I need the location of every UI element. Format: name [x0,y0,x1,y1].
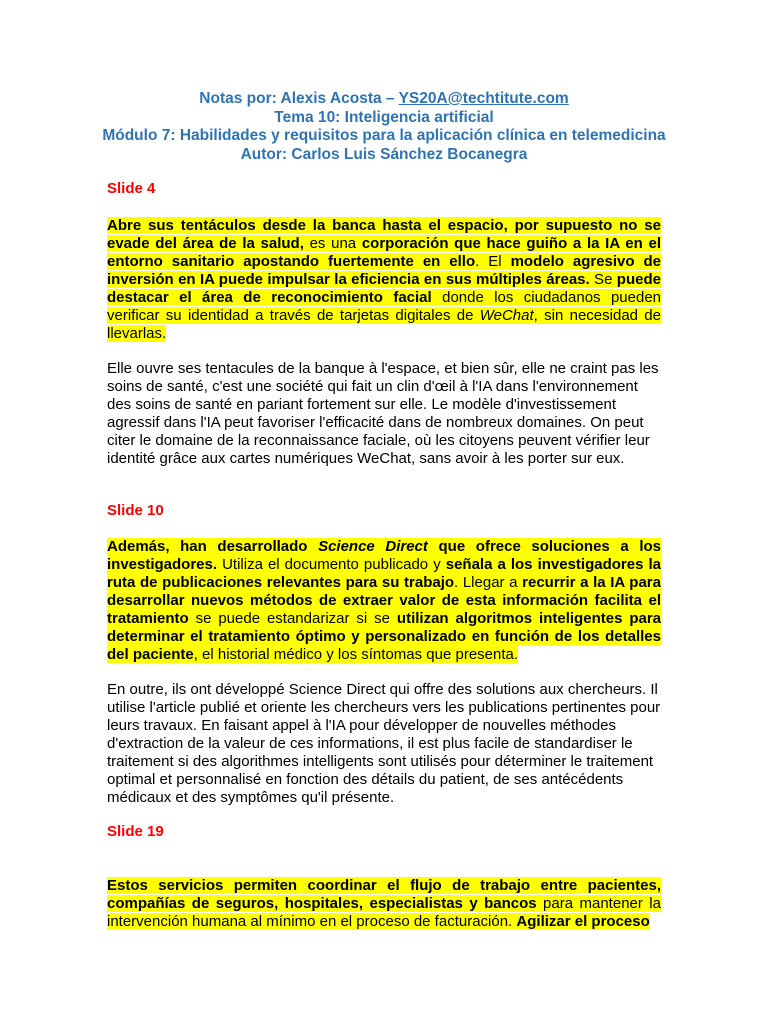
highlighted-bold-text: Estos servicios permiten coordinar el flujo de trabajo entre pacientes, compañías de seguros, hospitales, especialistas y bancos [107,877,661,912]
french-paragraph: En outre, ils ont développé Science Direct qui offre des solutions aux chercheurs. Il utilise l'article publié et oriente les chercheurs vers les publications pertinentes pour leurs travaux. En faisant appel à l'IA pour développer de nouvelles méthodes d'extraction de la valeur de ces informations, il est plus facile de standardiser le traitement si des algorithmes intelligents sont utilisés pour déterminer le traitement optimal et personnalisé en fonction des détails du patient, de ses antécédents médicaux et des symptômes qu'il présente. [107,681,661,806]
highlighted-bold-text: Abre sus tentáculos desde la banca hasta el espacio, por supuesto no se evade del área de la salud, [107,217,661,252]
slide-heading: Slide 4 [107,180,156,197]
spanish-paragraph [107,538,661,664]
highlighted-text: es una [303,235,362,252]
slide-heading: Slide 19 [107,823,164,840]
header-notes-prefix: Notas por: Alexis Acosta – [199,90,399,107]
email-link[interactable]: YS20A@techtitute.com [398,90,569,107]
highlighted-text: . El [475,253,511,270]
highlighted-bold-text: que ofrece soluciones a los investigadores. [107,538,662,573]
highlighted-bold-text: Science Direct [318,538,428,555]
document-header [60,90,708,164]
highlighted-text: se puede estandarizar si se [188,610,397,627]
highlighted-text: donde los ciudadanos pueden verificar su identidad a través de tarjetas digitales de [107,289,661,324]
spanish-paragraph [107,217,661,343]
highlighted-text: . Llegar a [454,574,523,591]
highlighted-bold-text: puede destacar el área de reconocimiento facial [107,271,661,306]
highlighted-text: WeChat [479,307,534,324]
highlighted-text: Utiliza el documento publicado y [217,556,446,573]
highlighted-bold-text: modelo agresivo de inversión en IA puede impulsar la eficiencia en sus múltiples áreas. [107,253,662,288]
header-author: Autor: Carlos Luis Sánchez Bocanegra [240,145,528,163]
highlighted-bold-text: señala a los investigadores la ruta de publicaciones relevantes para su trabajo [107,556,661,591]
slide-heading: Slide 10 [107,502,164,519]
highlighted-bold-text: corporación que hace guiño a la IA en el entorno sanitario apostando fuertemente en ello [107,235,661,270]
header-module: Módulo 7: Habilidades y requisitos para la aplicación clínica en telemedicina [102,127,666,144]
highlighted-bold-text: utilizan algoritmos inteligentes para determinar el tratamiento óptimo y personalizado en función de los detalles del paciente [107,610,661,663]
header-line-notes [60,90,708,109]
highlighted-bold-text: recurrir a la IA para desarrollar nuevos métodos de extraer valor de esta información facilita el tratamiento [107,574,661,627]
highlighted-text: , sin necesidad de llevarlas. [107,307,661,342]
spanish-paragraph [107,877,661,931]
highlighted-text: , el historial médico y los síntomas que presenta. [193,646,519,663]
highlighted-bold-text: Además, han desarrollado [107,538,319,555]
highlighted-bold-text: Agilizar el proceso [516,913,650,930]
highlighted-text: Se [589,271,617,288]
header-topic: Tema 10: Inteligencia artificial [274,108,494,126]
french-paragraph: Elle ouvre ses tentacules de la banque à l'espace, et bien sûr, elle ne craint pas les soins de santé, c'est une société qui fait un clin d'œil à l'IA dans l'environnement des soins de santé en pariant fortement sur elle. Le modèle d'investissement agressif dans l'IA peut favoriser l'efficacité dans de nombreux domaines. On peut citer le domaine de la reconnaissance faciale, où les citoyens peuvent vérifier leur identité grâce aux cartes numériques WeChat, sans avoir à les porter sur eux. [107,360,659,467]
highlighted-text: para mantener la intervención humana al mínimo en el proceso de facturación. [107,895,661,930]
